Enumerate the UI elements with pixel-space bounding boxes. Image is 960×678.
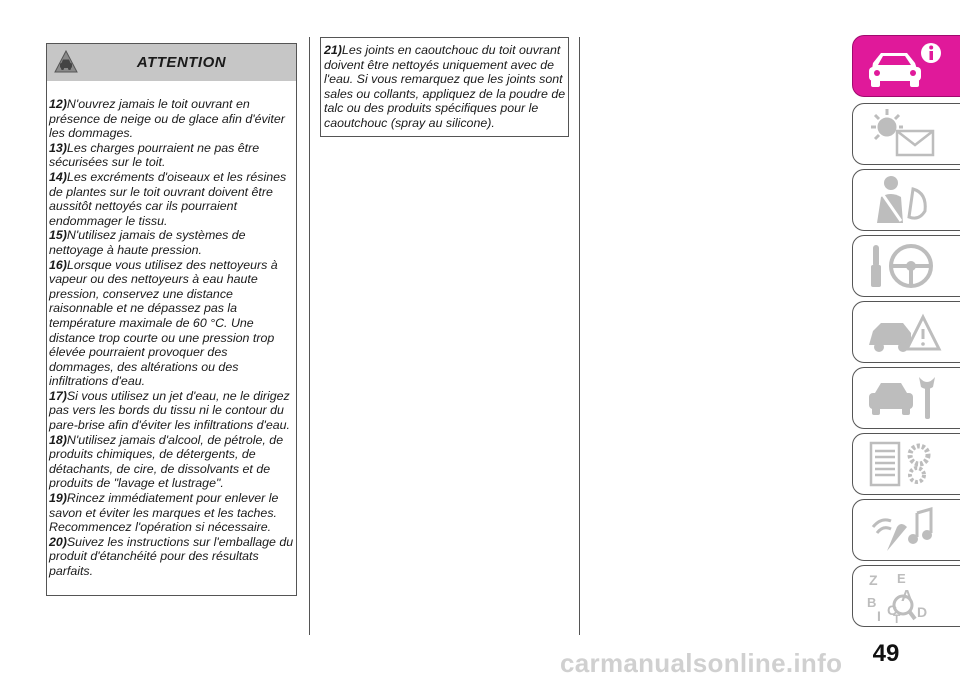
tab-technical-data[interactable] [852, 433, 960, 495]
column-divider [309, 37, 310, 635]
note-12: 12)N'ouvrez jamais le toit ouvrant en présence de neige ou de glace afin d'éviter les dommages. [49, 97, 285, 141]
car-warning-icon [53, 49, 79, 75]
tab-index[interactable] [852, 565, 960, 627]
tab-emergency[interactable] [852, 301, 960, 363]
seatbelt-airbag-icon [863, 173, 943, 227]
multimedia-icon [863, 503, 943, 557]
list-gears-icon [863, 437, 943, 491]
note-14: 14)Les excréments d'oiseaux et les résines de plantes sur le toit ouvrant doivent être aussitôt nettoyés car ils pourraient endommager le tissu. [49, 169, 287, 228]
note-16: 16)Lorsque vous utilisez des nettoyeurs à vapeur ou des nettoyeurs à eau haute pression, conservez une distance raisonnable et ne dépassez pas la température maximale de 60 °C. Une distance trop courte ou une pression trop élevée pourraient provoquer des dommages, des altérations ou des infiltrations d'eau. [49, 257, 278, 389]
key-steering-icon [863, 239, 943, 293]
attention-header [47, 44, 296, 81]
tab-multimedia[interactable] [852, 499, 960, 561]
note-20: 20)Suivez les instructions sur l'emballage du produit d'étanchéité pour des résultats parfaits. [49, 534, 294, 578]
car-emergency-icon [863, 305, 943, 359]
watermark: carmanualsonline.info [560, 648, 843, 678]
note-17: 17)Si vous utilisez un jet d'eau, ne le dirigez pas vers les bords du tissu ni le contour du pare-brise afin d'éviter les infiltrations d'eau. [49, 388, 290, 433]
svg-text:A: A [901, 588, 913, 605]
svg-text:Z: Z [869, 572, 878, 588]
notes-list [47, 81, 296, 579]
tab-driving[interactable] [852, 235, 960, 297]
tab-lights-messages[interactable] [852, 103, 960, 165]
svg-text:E: E [897, 571, 906, 586]
attention-box [46, 43, 297, 596]
column-divider [579, 37, 580, 635]
car-info-icon [863, 39, 943, 93]
note-21: 21)Les joints en caoutchouc du toit ouvrant doivent être nettoyés uniquement avec de l'eau. Si vous remarquez que les joints sont sales ou collants, appliquez de la poudre de talc ou des produits spécifiques pour le caoutchouc (spray au silicone). [324, 43, 566, 130]
note-21-box [320, 37, 569, 137]
alphabetical-index-icon [863, 569, 943, 623]
tab-safety[interactable] [852, 169, 960, 231]
car-wrench-icon [863, 371, 943, 425]
note-15: 15)N'utilisez jamais de systèmes de nettoyage à haute pression. [49, 228, 246, 257]
svg-text:D: D [917, 604, 928, 620]
attention-title: ATTENTION [136, 54, 227, 71]
lights-envelope-icon [863, 107, 943, 161]
page-number: 49 [872, 640, 900, 667]
note-13: 13)Les charges pourraient ne pas être sécurisées sur le toit. [49, 140, 260, 170]
svg-text:T: T [893, 612, 901, 623]
note-18: 18)N'utilisez jamais d'alcool, de pétrole, de produits chimiques, de détergents, de détachants, de cire, de dissolvants et de produits de "lavage et lustrage". [49, 432, 284, 491]
svg-text:B: B [867, 595, 877, 610]
svg-text:I: I [877, 608, 881, 623]
note-19: 19)Rincez immédiatement pour enlever le savon et éviter les marques et les taches. Recommencez l'opération si nécessaire. [49, 491, 279, 535]
tab-maintenance[interactable] [852, 367, 960, 429]
svg-text:C: C [887, 602, 898, 618]
tab-car-info[interactable] [852, 35, 960, 97]
